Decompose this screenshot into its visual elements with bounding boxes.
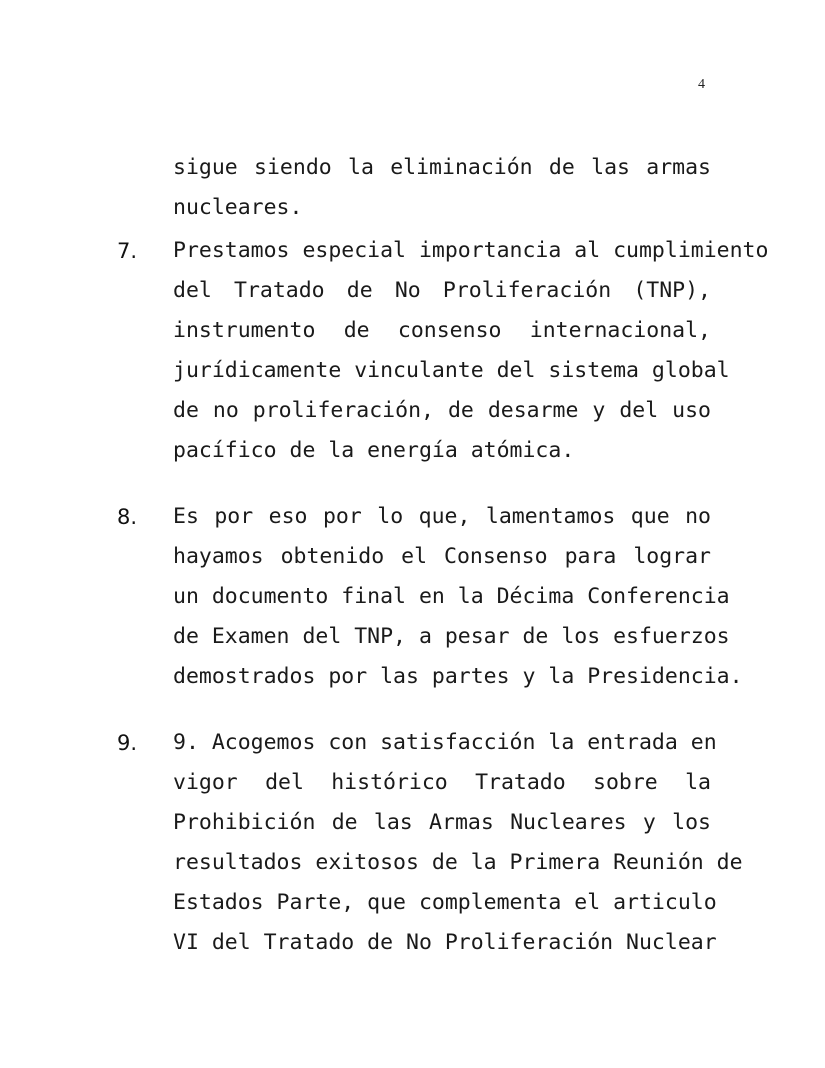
text-line: hayamos obtenido el Consenso para lograr bbox=[173, 544, 711, 569]
text-line: un documento final en la Décima Conferencia bbox=[173, 584, 730, 609]
text-line: resultados exitosos de la Primera Reunión de bbox=[173, 850, 743, 875]
paragraph-number-9: 9. bbox=[117, 731, 138, 755]
text-line: demostrados por las partes y la Presidencia. bbox=[173, 664, 743, 689]
text-line: de Examen del TNP, a pesar de los esfuerzos bbox=[173, 624, 730, 649]
paragraph-7 bbox=[173, 231, 769, 471]
continuation-paragraph bbox=[173, 148, 711, 228]
text-line: Es por eso por lo que, lamentamos que no bbox=[173, 504, 711, 529]
text-line: de no proliferación, de desarme y del uso bbox=[173, 398, 711, 423]
text-line: 9. Acogemos con satisfacción la entrada en bbox=[173, 730, 717, 755]
text-line: del Tratado de No Proliferación (TNP), bbox=[173, 278, 711, 303]
text-line: pacífico de la energía atómica. bbox=[173, 438, 575, 463]
text-line: VI del Tratado de No Proliferación Nuclear bbox=[173, 930, 717, 955]
text-line: nucleares. bbox=[173, 195, 303, 220]
paragraph-8 bbox=[173, 497, 743, 697]
text-line: sigue siendo la eliminación de las armas bbox=[173, 155, 711, 180]
text-line: Prohibición de las Armas Nucleares y los bbox=[173, 810, 711, 835]
paragraph-9 bbox=[173, 723, 743, 963]
paragraph-number-7: 7. bbox=[117, 239, 138, 263]
text-line: Estados Parte, que complementa el articulo bbox=[173, 890, 717, 915]
text-line: vigor del histórico Tratado sobre la bbox=[173, 770, 711, 795]
text-line: jurídicamente vinculante del sistema global bbox=[173, 358, 730, 383]
text-line: instrumento de consenso internacional, bbox=[173, 318, 711, 343]
paragraph-number-8: 8. bbox=[117, 505, 138, 529]
text-line: Prestamos especial importancia al cumplimiento bbox=[173, 238, 769, 263]
page-number: 4 bbox=[698, 77, 705, 92]
